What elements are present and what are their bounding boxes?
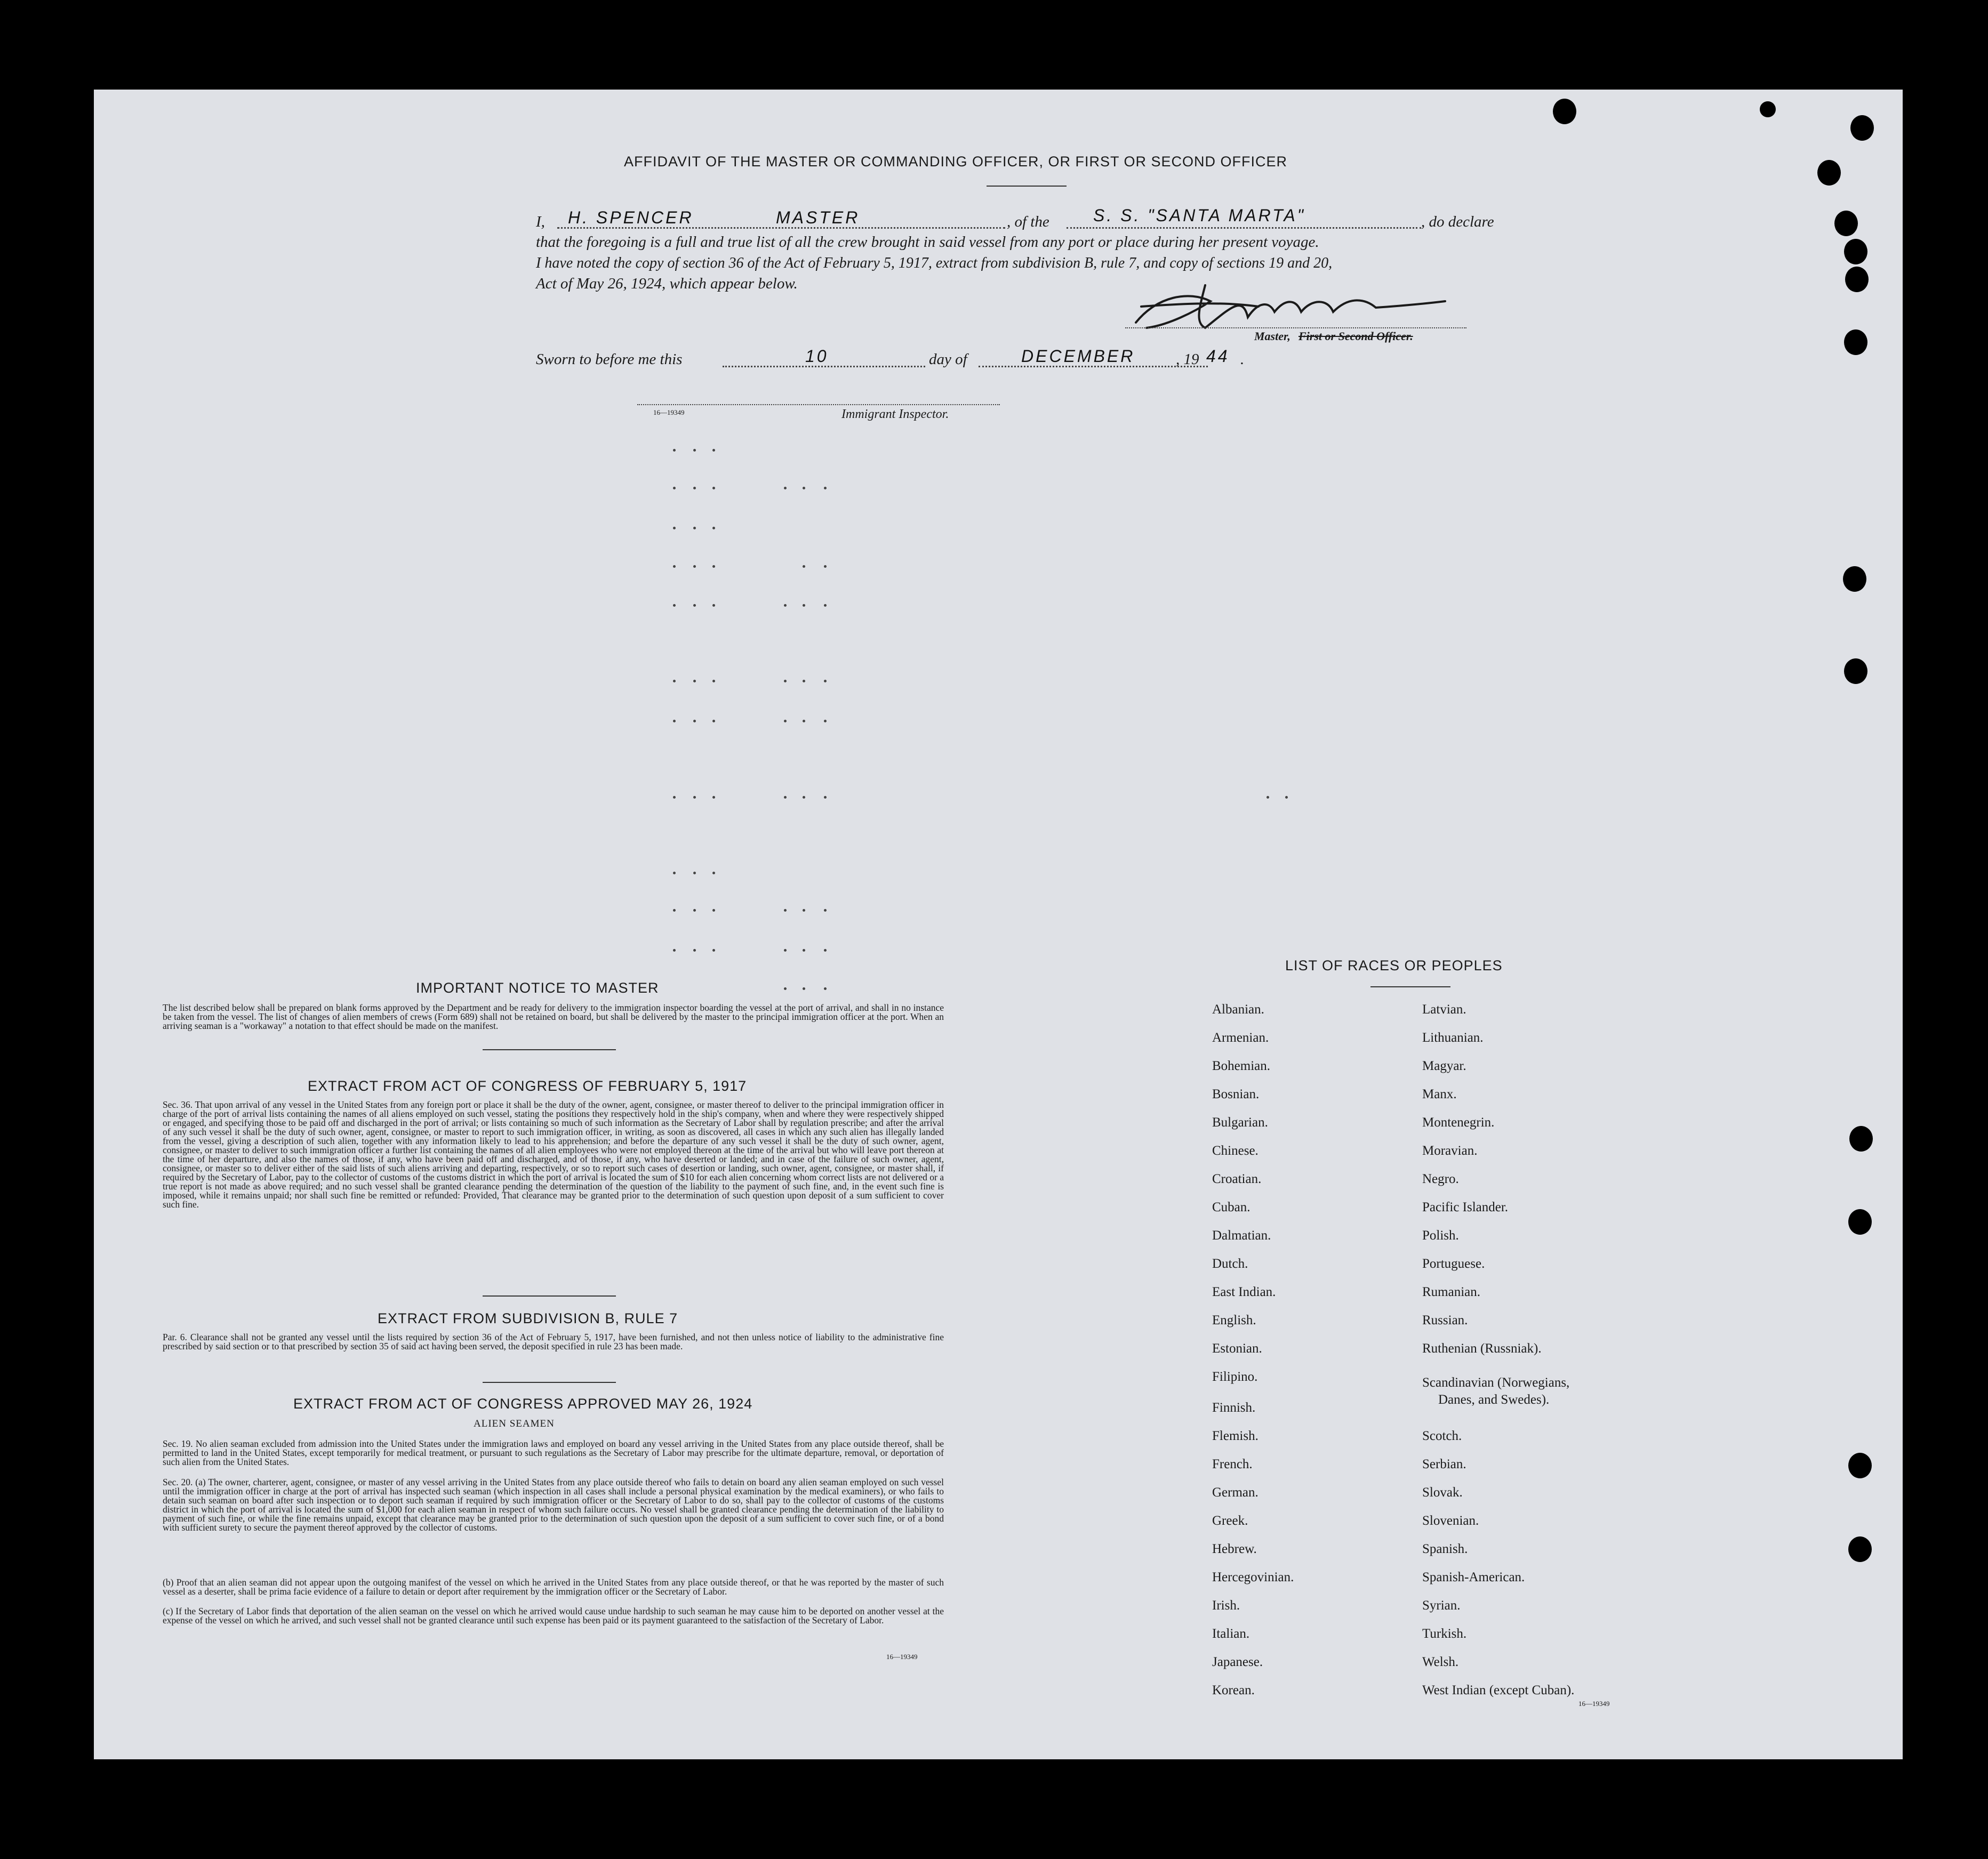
affidavit-line3: I have noted the copy of section 36 of the Act of February 5, 1917, extract from subdivision B, rule 7, and copy of sections 19 and 20, <box>536 255 1333 271</box>
race-item: Latvian. <box>1422 1002 1466 1017</box>
race-item: Syrian. <box>1422 1598 1461 1613</box>
divider <box>483 1382 616 1383</box>
year-prefix: , 19 <box>1176 351 1199 368</box>
race-item: Bulgarian. <box>1212 1115 1268 1130</box>
race-item: Moravian. <box>1422 1144 1478 1158</box>
race-item: Montenegrin. <box>1422 1115 1495 1130</box>
race-item: Spanish. <box>1422 1542 1468 1556</box>
race-item: Rumanian. <box>1422 1285 1481 1299</box>
race-item: Italian. <box>1212 1627 1250 1641</box>
race-item: Cuban. <box>1212 1200 1250 1214</box>
form-number: 16—19349 <box>653 408 685 416</box>
sworn-year-field: 44 <box>1206 347 1230 366</box>
punch-hole <box>1850 115 1874 141</box>
extract-1924-subtitle: ALIEN SEAMEN <box>474 1418 555 1429</box>
race-item: Polish. <box>1422 1228 1459 1243</box>
divider <box>483 1049 616 1050</box>
race-item: Spanish-American. <box>1422 1570 1525 1584</box>
race-item: French. <box>1212 1457 1253 1471</box>
races-title: LIST OF RACES OR PEOPLES <box>1285 957 1503 973</box>
race-item: Hebrew. <box>1212 1542 1257 1556</box>
race-item: Pacific Islander. <box>1422 1200 1509 1214</box>
extract-1924-sec20a: Sec. 20. (a) The owner, charterer, agent, consignee, or master of any vessel arriving in the United States from any place outside thereof who fails to detain on board any alien seaman employed on such vessel until the immigration officer in charge at the port of arrival has inspected such seaman (which inspection in all cases shall include a personal physical examination by the medical examiners), or who fails to detain such seaman on board after such inspection or to deport such seaman if required by such immigration officer or the Secretary of Labor to do so, shall pay to the collector of customs of the customs district in which the port of arrival is located the sum of $1,000 for each alien seaman in respect of whom such failure occurs. No vessel shall be granted clearance pending the determination of the liability to payment of such fine, or while the fine remains unpaid, except that clearance may be granted prior to the determination of such question upon the deposit of a sum sufficient to cover such fine, or of a bond with sufficient surety to secure the payment thereof approved by the collector of customs. <box>163 1477 944 1533</box>
race-item: Bosnian. <box>1212 1087 1260 1101</box>
year-end: . <box>1240 351 1245 368</box>
day-of-label: day of <box>929 351 967 368</box>
race-item: Serbian. <box>1422 1457 1466 1471</box>
sworn-day-field: 10 <box>805 347 829 366</box>
master-signature <box>1125 275 1456 339</box>
extract-1924-title: EXTRACT FROM ACT OF CONGRESS APPROVED MAY 26, 1924 <box>293 1396 753 1412</box>
race-item: Croatian. <box>1212 1172 1262 1186</box>
master-name-field: H. SPENCER <box>568 208 694 227</box>
signature-caption-officer: First or Second Officer. <box>1298 329 1413 343</box>
race-item: Albanian. <box>1212 1002 1264 1017</box>
punch-hole <box>1848 1536 1872 1562</box>
notice-title: IMPORTANT NOTICE TO MASTER <box>416 980 659 996</box>
race-item: Dutch. <box>1212 1257 1248 1271</box>
race-item: Scotch. <box>1422 1429 1462 1443</box>
race-item: Bohemian. <box>1212 1059 1271 1073</box>
inspector-signature-line <box>637 404 1000 405</box>
signature-line <box>1125 327 1466 328</box>
race-item: Finnish. <box>1212 1401 1256 1415</box>
race-item: Japanese. <box>1212 1655 1263 1669</box>
divider <box>1370 986 1450 987</box>
extract-1924-sec20c: (c) If the Secretary of Labor finds that deportation of the alien seaman on the vessel on which he arrived would cause undue hardship to such seaman he may cause him to be deported on another vessel at the expense of the vessel on which he arrived, and such vessel shall not be granted clearance until such expense has been paid or its payment guaranteed to the satisfaction of the Secretary of Labor. <box>163 1606 944 1625</box>
race-item: Estonian. <box>1212 1341 1262 1356</box>
race-item: Magyar. <box>1422 1059 1466 1073</box>
race-item: Welsh. <box>1422 1655 1459 1669</box>
punch-hole <box>1844 329 1867 355</box>
punch-hole <box>1760 101 1776 117</box>
race-item: Turkish. <box>1422 1627 1467 1641</box>
affidavit-line1-prefix: I, <box>536 213 545 230</box>
race-item: Armenian. <box>1212 1031 1269 1045</box>
race-item: Manx. <box>1422 1087 1457 1101</box>
affidavit-line2: that the foregoing is a full and true list of all the crew brought in said vessel from any port or place during her present voyage. <box>536 234 1319 251</box>
master-rank-field: MASTER <box>776 208 860 227</box>
extract-1924-sec19: Sec. 19. No alien seaman excluded from admission into the United States under the immigration laws and employed on board any vessel arriving in the United States from any place outside thereof, shall be permitted to land in the United States, except temporarily for medical treatment, or pursuant to such regulations as the Secretary of Labor may prescribe for the ultimate departure, removal, or deportation of such alien from the United States. <box>163 1438 944 1467</box>
signature-caption-master: Master, <box>1254 329 1290 343</box>
sworn-month-field: DECEMBER <box>1021 347 1135 366</box>
race-item: Danes, and Swedes). <box>1438 1393 1550 1407</box>
affidavit-title: AFFIDAVIT OF THE MASTER OR COMMANDING OFFICER, OR FIRST OR SECOND OFFICER <box>624 154 1288 170</box>
punch-hole <box>1844 658 1867 684</box>
form-number: 16—19349 <box>886 1653 918 1661</box>
race-item: Russian. <box>1422 1313 1468 1327</box>
of-the-label: , of the <box>1007 213 1049 230</box>
form-number: 16—19349 <box>1578 1700 1610 1708</box>
extract-rule7-body: Par. 6. Clearance shall not be granted any vessel until the lists required by section 36 of the Act of February 5, 1917, have been furnished, and not then unless notice of liability to the administrative fine prescribed by said section or to that prescribed by section 35 of said act having been served, the deposit specified in rule 23 has been made. <box>163 1332 944 1351</box>
race-item: Ruthenian (Russniak). <box>1422 1341 1542 1356</box>
punch-hole <box>1848 1209 1872 1235</box>
race-item: Flemish. <box>1212 1429 1258 1443</box>
extract-rule7-title: EXTRACT FROM SUBDIVISION B, RULE 7 <box>378 1310 678 1326</box>
divider <box>483 1295 616 1297</box>
punch-hole <box>1848 1453 1872 1478</box>
race-item: Korean. <box>1212 1683 1255 1697</box>
do-declare-label: , do declare <box>1421 213 1494 230</box>
race-item: Portuguese. <box>1422 1257 1485 1271</box>
race-item: Greek. <box>1212 1514 1248 1528</box>
punch-hole <box>1553 99 1576 124</box>
punch-hole <box>1845 267 1869 292</box>
race-item: West Indian (except Cuban). <box>1422 1683 1575 1697</box>
race-item: Negro. <box>1422 1172 1459 1186</box>
race-item: German. <box>1212 1485 1258 1500</box>
vessel-name-field: S. S. "SANTA MARTA" <box>1093 206 1306 225</box>
race-item: Irish. <box>1212 1598 1240 1613</box>
race-item: Dalmatian. <box>1212 1228 1271 1243</box>
blank-line <box>1067 227 1421 229</box>
notice-body: The list described below shall be prepared on blank forms approved by the Department and be ready for delivery to the immigration inspector boarding the vessel at the port of arrival, and shall in no instance be taken from the vessel. The list of changes of alien members of crews (Form 689) shall not be retained on board, but shall be delivered by the master to the principal immigration officer at the port. When an arriving seaman is a "workaway" a notation to that effect should be made on the manifest. <box>163 1002 944 1031</box>
divider <box>987 186 1067 187</box>
race-item: English. <box>1212 1313 1256 1327</box>
race-item: East Indian. <box>1212 1285 1276 1299</box>
race-item: Slovenian. <box>1422 1514 1479 1528</box>
punch-hole <box>1817 160 1841 186</box>
extract-1917-title: EXTRACT FROM ACT OF CONGRESS OF FEBRUARY 5, 1917 <box>308 1078 747 1094</box>
sworn-prefix: Sworn to before me this <box>536 351 683 368</box>
race-item: Slovak. <box>1422 1485 1463 1500</box>
race-item: Scandinavian (Norwegians, <box>1422 1375 1570 1390</box>
punch-hole <box>1849 1126 1873 1152</box>
race-item: Chinese. <box>1212 1144 1258 1158</box>
punch-hole <box>1843 566 1866 592</box>
punch-hole <box>1844 239 1867 264</box>
inspector-caption: Immigrant Inspector. <box>841 407 949 421</box>
extract-1924-sec20b: (b) Proof that an alien seaman did not appear upon the outgoing manifest of the vessel on which he arrived in the United States from any place outside thereof, or that he was reported by the master of such vessel as a deserter, shall be prima facie evidence of a failure to detain or deport after requirement by the immigration officer or the Secretary of Labor. <box>163 1577 944 1597</box>
race-item: Lithuanian. <box>1422 1031 1484 1045</box>
punch-hole <box>1834 211 1858 236</box>
race-item: Filipino. <box>1212 1370 1258 1384</box>
extract-1917-body: Sec. 36. That upon arrival of any vessel in the United States from any foreign port or place it shall be the duty of the owner, agent, consignee, or master thereof to deliver to the principal immigration officer in charge of the port of arrival lists containing the names of all aliens employed on such vessel, stating the positions they respectively hold in the ship's company, when and where they were respectively shipped or engaged, and specifying those to be paid off and discharged in the port of arrival; or lists containing so much of such information as the Secretary of Labor shall by regulation prescribe; and after the arrival of any such vessel it shall be the duty of such owner, agent, consignee, or master to report to such immigration officer, in writing, as soon as discovered, all cases in which any such alien has illegally landed from the vessel, giving a description of such alien, together with any information likely to lead to his apprehension; and before the departure of any such vessel it shall be the duty of such owner, agent, consignee, or master to deliver to such immigration officer a further list containing the names of all alien employees who were not employed thereon at the time of the arrival but who will leave port thereon at the time of her departure, and also the names of those, if any, who have been paid off and discharged, and of those, if any, who have deserted or landed; and in case of the failure of such owner, agent, consignee, or master so to deliver either of the said lists of such aliens arriving and departing, respectively, or so to report such cases of desertion or landing, such owner, agent, consignee, or master shall, if required by the Secretary of Labor, pay to the collector of customs of the customs district in which the port of arrival is located the sum of $10 for each alien concerning whom correct lists are not delivered or a true report is not made as above required; and no such vessel shall be granted clearance pending the determination of the question of the liability to the payment of such fine, and, in the event such fine is imposed, while it remains unpaid; nor shall such fine be remitted or refunded: Provided, That clearance may be granted prior to the determination of such question upon deposit of a sum sufficient to cover such fine. <box>163 1099 944 1210</box>
race-item: Hercegovinian. <box>1212 1570 1294 1584</box>
affidavit-line4: Act of May 26, 1924, which appear below. <box>536 275 798 292</box>
